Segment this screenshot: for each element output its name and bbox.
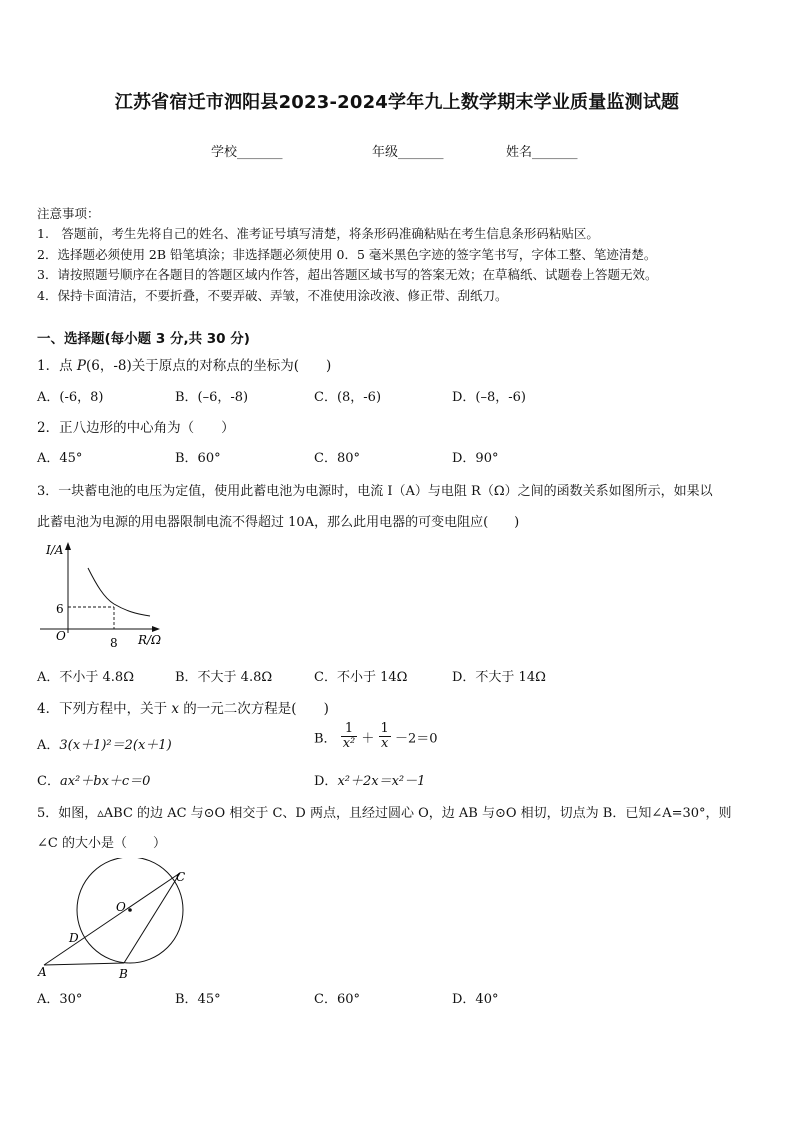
fraction-numerator: 1 [380, 721, 389, 736]
fraction-denominator: x [381, 736, 389, 752]
question-2-stem: 2．正八边形的中心角为（ ） [37, 420, 235, 436]
x-axis-label: R/Ω [138, 633, 162, 647]
segment-ac [44, 873, 180, 965]
q4-option-a-expr: 3(x＋1)²＝2(x＋1) [59, 738, 172, 753]
question-5-stem-line2: ∠C 的大小是（ ） [37, 836, 166, 851]
x-axis-arrow [152, 626, 160, 632]
q4-option-c[interactable] [37, 770, 150, 789]
question-5-stem-line1: 5．如图，▵ABC 的边 AC 与⊙O 相交于 C、D 两点，且经过圆心 O，边 AB 与⊙O 相切，切点为 B．已知∠A=30°，则 [37, 806, 732, 821]
q4-option-a[interactable] [37, 734, 172, 753]
q3-graph [34, 538, 174, 650]
q2-option-d[interactable]: D．90° [452, 451, 499, 466]
x-tick-label: 8 [110, 636, 118, 650]
q1-stem-b: (6，-8)关于原点的对称点的坐标为( ) [85, 358, 332, 374]
q2-option-c[interactable]: C．80° [314, 451, 360, 466]
note-item: 1. 答题前，考生先将自己的姓名、准考证号填写清楚，将条形码准确粘贴在考生信息条形码粘贴区。 [37, 226, 599, 241]
q2-option-a[interactable]: A．45° [37, 451, 83, 466]
q1-point-p: P [76, 358, 86, 374]
q5-option-b[interactable]: B．45° [175, 992, 221, 1007]
center-point [128, 908, 132, 912]
fraction-denominator: x² [342, 736, 356, 752]
label-d: D [69, 931, 79, 945]
q2-option-b[interactable]: B．60° [175, 451, 221, 466]
note-item: 3．请按照题号顺序在各题目的答题区域内作答，超出答题区域书写的答案无效；在草稿纸、试题卷上答题无效。 [37, 267, 658, 282]
q3-option-d[interactable]: D．不大于 14Ω [452, 670, 546, 685]
q4-option-c-prefix: C． [37, 774, 60, 789]
q1-option-d[interactable]: D．(–8，-6) [452, 390, 527, 405]
label-b: B [119, 967, 128, 981]
note-item: 4．保持卡面清洁，不要折叠，不要弄破、弄皱，不准使用涂改液、修正带、刮纸刀。 [37, 288, 508, 303]
label-c: C [176, 870, 186, 884]
q5-option-c[interactable]: C．60° [314, 992, 360, 1007]
q4-option-b[interactable] [314, 722, 438, 752]
origin-label: O [56, 629, 66, 643]
q4-option-b-fraction-1 [341, 722, 358, 752]
q4-stem-a: 4．下列方程中，关于 [37, 701, 172, 717]
q4-stem-b: 的一元二次方程是( ) [179, 701, 329, 717]
question-3-stem-line2: 此蓄电池为电源的用电器限制电流不得超过 10A，那么此用电器的可变电阻应( ) [37, 515, 520, 530]
label-o: O [116, 900, 126, 914]
q1-option-b[interactable]: B．(–6，-8) [175, 390, 249, 405]
q5-figure [34, 858, 194, 982]
q1-option-c[interactable]: C．(8，-6) [314, 390, 382, 405]
q4-option-d[interactable] [314, 770, 425, 789]
segment-ab [44, 963, 124, 965]
y-axis-label: I/A [46, 543, 64, 557]
q4-option-d-expr: x²＋2x＝x²－1 [337, 774, 426, 789]
notes-heading: 注意事项： [37, 206, 100, 221]
question-1-stem [37, 354, 331, 374]
label-a: A [38, 965, 47, 979]
note-item: 2．选择题必须使用 2B 铅笔填涂；非选择题必须使用 0．5 毫米黑色字迹的签字笔书写，字体工整、笔迹清楚。 [37, 247, 657, 262]
q4-option-b-tail: －2＝0 [394, 731, 438, 747]
q4-option-b-fraction-2 [379, 722, 391, 752]
name-field: 姓名_______ [506, 145, 578, 160]
q4-option-c-expr: ax²＋bx＋c＝0 [59, 774, 151, 789]
q4-option-b-plus: ＋ [361, 731, 375, 747]
grade-field: 年级_______ [372, 145, 444, 160]
q5-option-d[interactable]: D．40° [452, 992, 499, 1007]
y-tick-label: 6 [56, 602, 64, 616]
page-title: 江苏省宿迁市泗阳县2023-2024学年九上数学期末学业质量监测试题 [114, 92, 680, 113]
segment-bc [124, 873, 180, 963]
q3-option-b[interactable]: B．不大于 4.8Ω [175, 670, 273, 685]
fraction-numerator: 1 [341, 722, 358, 737]
q3-option-c[interactable]: C．不小于 14Ω [314, 670, 408, 685]
question-4-stem [37, 697, 329, 717]
q4-option-d-prefix: D． [314, 774, 338, 789]
school-field: 学校_______ [211, 145, 283, 160]
q4-option-b-prefix: B． [314, 731, 337, 747]
question-3-stem-line1: 3．一块蓄电池的电压为定值，使用此蓄电池为电源时，电流 I（A）与电阻 R（Ω）之间的函数关系如图所示，如果以 [37, 484, 713, 499]
q4-option-a-prefix: A． [37, 738, 60, 753]
y-axis-arrow [65, 542, 71, 550]
section-heading: 一、选择题(每小题 3 分,共 30 分) [37, 331, 250, 347]
q5-option-a[interactable]: A．30° [37, 992, 83, 1007]
q1-option-a[interactable]: A．(-6，8) [37, 390, 104, 405]
inverse-curve [88, 568, 150, 616]
q4-var-x: x [171, 701, 180, 717]
q3-option-a[interactable]: A．不小于 4.8Ω [37, 670, 134, 685]
q1-stem-a: 1．点 [37, 358, 77, 374]
